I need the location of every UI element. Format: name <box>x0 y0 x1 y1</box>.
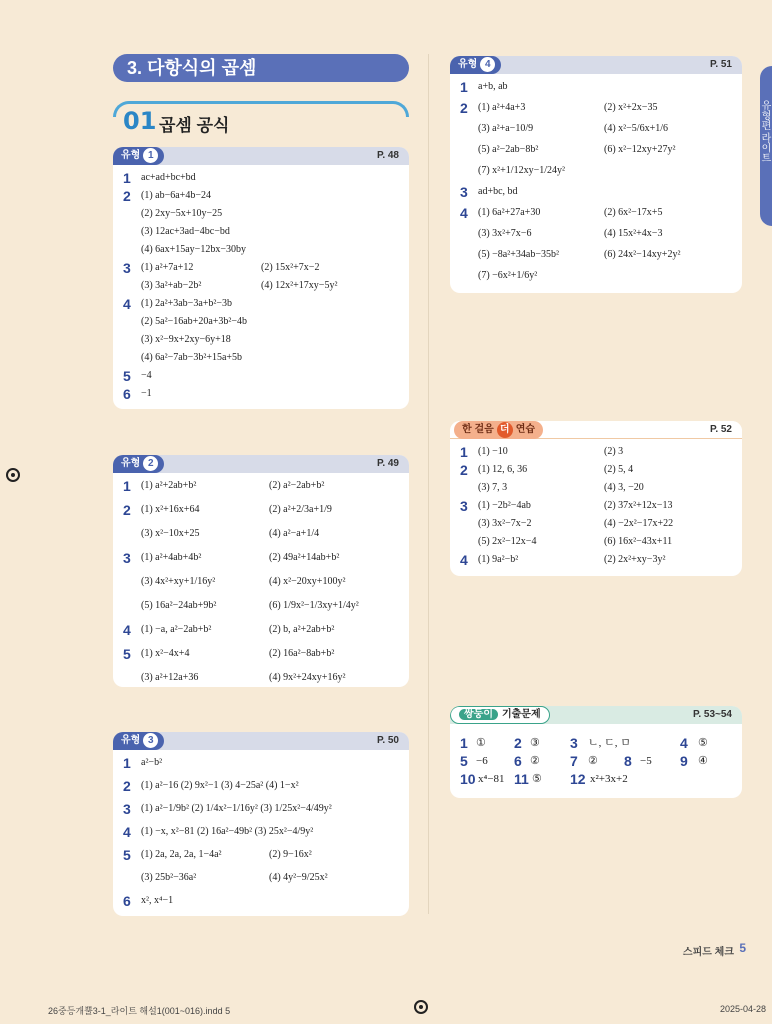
type-tag <box>113 732 164 750</box>
side-tab-label: 유형편 라이트 <box>759 100 770 163</box>
box-header <box>113 147 409 165</box>
problem-number: 6 <box>123 386 131 402</box>
page-ref: P. 51 <box>709 59 732 70</box>
answer-text: (1) a²+7a+12 <box>141 262 194 273</box>
box-header <box>113 455 409 473</box>
answer-box-type1 <box>113 147 409 409</box>
type-tag <box>113 455 164 473</box>
han-label: 한 걸음 <box>462 424 494 435</box>
answer-text: (6) 16x²−43x+11 <box>604 536 673 547</box>
answer-text: x⁴−81 <box>478 773 505 785</box>
answer-text: (4) x²−20xy+100y² <box>269 576 346 587</box>
type-number: 1 <box>143 148 158 163</box>
answer-text: −5 <box>640 755 652 767</box>
problem-number: 3 <box>460 184 468 200</box>
answer-text: (2) 2xy−5x+10y−25 <box>141 208 223 219</box>
section-header <box>113 101 409 137</box>
answer-text: (1) 2a, 2a, 2a, 1−4a² <box>141 849 222 860</box>
problem-number: 3 <box>460 498 468 514</box>
answer-text: (2) 9−16x² <box>269 849 312 860</box>
type-number: 4 <box>480 57 495 72</box>
type-number: 3 <box>143 733 158 748</box>
answer-text: (6) 1/9x²−1/3xy+1/4y² <box>269 600 359 611</box>
section-number: 01 <box>123 107 157 135</box>
answer-box-type4 <box>450 56 742 293</box>
answer-text: (3) 3x²−7x−2 <box>478 518 532 529</box>
section-arc <box>113 101 409 117</box>
answer-text: (2) a²−2ab+b² <box>269 480 325 491</box>
answer-text: ad+bc, bd <box>478 186 518 197</box>
answer-text: (4) 9x²+24xy+16y² <box>269 672 346 683</box>
type-label: 유형 <box>458 59 478 70</box>
problem-number: 2 <box>514 735 522 751</box>
problem-number: 12 <box>570 771 586 787</box>
answer-text: a+b, ab <box>478 81 508 92</box>
type-number: 2 <box>143 456 158 471</box>
problem-number: 3 <box>123 801 131 817</box>
answer-text: (1) ab−6a+4b−24 <box>141 190 211 201</box>
answer-text: (1) a²+2ab+b² <box>141 480 197 491</box>
answer-text: (4) a²−a+1/4 <box>269 528 320 539</box>
answer-text: ③ <box>530 737 540 749</box>
han-badge: 더 <box>497 422 513 438</box>
footer-label: 스피드 체크 <box>682 947 734 958</box>
answer-text: (2) x²+2x−35 <box>604 102 658 113</box>
box-header <box>450 706 742 724</box>
answer-text: (2) 5, 4 <box>604 464 634 475</box>
answer-text: (3) a²+a−10/9 <box>478 123 534 134</box>
problem-number: 1 <box>460 444 468 460</box>
problem-number: 2 <box>123 502 131 518</box>
answer-text: (2) 6x²−17x+5 <box>604 207 663 218</box>
problem-number: 4 <box>680 735 688 751</box>
answer-text: (5) 16a²−24ab+9b² <box>141 600 217 611</box>
answer-text: (2) 3 <box>604 446 624 457</box>
problem-number: 5 <box>460 753 468 769</box>
type-label: 유형 <box>121 458 141 469</box>
answer-text: (3) 12ac+3ad−4bc−bd <box>141 226 230 237</box>
answer-text: (4) 15x²+4x−3 <box>604 228 663 239</box>
answer-text: (3) 3a²+ab−2b² <box>141 280 202 291</box>
problem-number: 4 <box>123 622 131 638</box>
answer-text: ac+ad+bc+bd <box>141 172 196 183</box>
problem-number: 1 <box>460 735 468 751</box>
answer-text: (4) 3, −20 <box>604 482 644 493</box>
problem-number: 5 <box>123 368 131 384</box>
answer-text: (7) x²+1/12xy−1/24y² <box>478 165 565 176</box>
problem-number: 2 <box>123 188 131 204</box>
answer-text: ㄴ, ㄷ, ㅁ <box>588 737 631 749</box>
problem-number: 10 <box>460 771 476 787</box>
problem-number: 11 <box>514 771 529 787</box>
answer-text: (1) x²+16x+64 <box>141 504 200 515</box>
type-tag <box>450 56 501 74</box>
answer-text: (1) −x, x²−81 (2) 16a²−49b² (3) 25x²−4/9y² <box>141 826 314 837</box>
registration-mark-icon <box>6 468 20 482</box>
answer-text: (1) −2b²−4ab <box>478 500 531 511</box>
answer-text: a²−b² <box>141 757 163 768</box>
answer-box-han <box>450 421 742 576</box>
answer-text: ② <box>530 755 540 767</box>
answer-text: ② <box>588 755 598 767</box>
answer-box-twin <box>450 706 742 798</box>
answer-text: ④ <box>698 755 708 767</box>
problem-number: 6 <box>514 753 522 769</box>
answer-text: (2) 2x²+xy−3y² <box>604 554 666 565</box>
problem-number: 9 <box>680 753 688 769</box>
problem-number: 5 <box>123 646 131 662</box>
problem-number: 1 <box>460 79 468 95</box>
problem-number: 2 <box>123 778 131 794</box>
answer-text: (5) a²−2ab−8b² <box>478 144 539 155</box>
answer-text: ⑤ <box>532 773 542 785</box>
answer-text: (1) −a, a²−2ab+b² <box>141 624 212 635</box>
answer-text: (1) a²−1/9b² (2) 1/4x²−1/16y² (3) 1/25x²−4/49y² <box>141 803 332 814</box>
type-tag <box>113 147 164 165</box>
answer-text: (3) 3x²+7x−6 <box>478 228 532 239</box>
han-label-2: 연습 <box>515 424 536 435</box>
answer-text: (1) 9a²−b² <box>478 554 519 565</box>
answer-text: (2) 49a²+14ab+b² <box>269 552 340 563</box>
problem-number: 2 <box>460 462 468 478</box>
answer-text: (3) 25b²−36a² <box>141 872 197 883</box>
problem-number: 7 <box>570 753 578 769</box>
footer-file: 26중등개뿔3-1_라이트 해설1(001~016).indd 5 <box>48 1006 231 1016</box>
answer-text: (4) 6a²−7ab−3b²+15a+5b <box>141 352 243 363</box>
column-divider <box>428 54 429 914</box>
problem-number: 4 <box>123 296 131 312</box>
answer-text: (4) 12x²+17xy−5y² <box>261 280 338 291</box>
answer-text: (3) a²+12a+36 <box>141 672 199 683</box>
answer-text: −1 <box>141 388 152 399</box>
box-header <box>113 732 409 750</box>
answer-text: (4) 6ax+15ay−12bx−30by <box>141 244 246 255</box>
answer-text: (2) 15x²+7x−2 <box>261 262 320 273</box>
page-number: 5 <box>739 941 746 955</box>
problem-number: 1 <box>123 478 131 494</box>
answer-text: (2) a²+2/3a+1/9 <box>269 504 332 515</box>
answer-text: (5) −8a²+34ab−35b² <box>478 249 559 260</box>
answer-text: (3) x²−10x+25 <box>141 528 200 539</box>
answer-text: (1) a²+4ab+4b² <box>141 552 202 563</box>
answer-text: x²+3x+2 <box>590 773 628 785</box>
answer-text: (1) a²−16 (2) 9x²−1 (3) 4−25a² (4) 1−x² <box>141 780 299 791</box>
twin-label: 기출문제 <box>501 709 541 720</box>
answer-text: (3) 7, 3 <box>478 482 508 493</box>
problem-number: 4 <box>460 205 468 221</box>
answer-text: ① <box>476 737 486 749</box>
answer-text: ⑤ <box>698 737 708 749</box>
answer-text: (1) a²+4a+3 <box>478 102 526 113</box>
problem-number: 4 <box>460 552 468 568</box>
problem-number: 8 <box>624 753 632 769</box>
answer-text: (1) x²−4x+4 <box>141 648 190 659</box>
problem-number: 2 <box>460 100 468 116</box>
box-header <box>450 421 742 439</box>
page-ref: P. 48 <box>376 150 399 161</box>
twin-tag <box>450 706 550 724</box>
answer-text: (4) x²−5/6x+1/6 <box>604 123 668 134</box>
han-tag <box>454 421 543 439</box>
answer-text: (2) 37x²+12x−13 <box>604 500 673 511</box>
problem-number: 3 <box>123 550 131 566</box>
answer-text: (1) −10 <box>478 446 508 457</box>
answer-text: (2) 5a²−16ab+20a+3b²−4b <box>141 316 248 327</box>
answer-text: (4) −2x²−17x+22 <box>604 518 674 529</box>
type-label: 유형 <box>121 150 141 161</box>
page-ref: P. 53~54 <box>692 709 732 720</box>
twin-badge: 쌍둥이 <box>459 709 498 720</box>
problem-number: 4 <box>123 824 131 840</box>
problem-number: 1 <box>123 170 131 186</box>
answer-text: (4) 4y²−9/25x² <box>269 872 328 883</box>
answer-text: (1) 6a²+27a+30 <box>478 207 541 218</box>
page-ref: P. 49 <box>376 458 399 469</box>
registration-mark-icon <box>414 1000 428 1014</box>
answer-box-type3 <box>113 732 409 916</box>
answer-text: (3) 4x²+xy+1/16y² <box>141 576 216 587</box>
answer-text: (1) 2a²+3ab−3a+b²−3b <box>141 298 233 309</box>
problem-number: 1 <box>123 755 131 771</box>
answer-text: (2) 16a²−8ab+b² <box>269 648 335 659</box>
problem-number: 6 <box>123 893 131 909</box>
answer-text: (5) 2x²−12x−4 <box>478 536 537 547</box>
section-title: 곱셈 공식 <box>159 116 230 135</box>
page-ref: P. 52 <box>709 424 732 435</box>
answer-text: −6 <box>476 755 488 767</box>
answer-text: (3) x²−9x+2xy−6y+18 <box>141 334 231 345</box>
answer-text: (2) b, a²+2ab+b² <box>269 624 335 635</box>
problem-number: 3 <box>123 260 131 276</box>
answer-text: (1) 12, 6, 36 <box>478 464 528 475</box>
answer-text: x², x⁴−1 <box>141 895 174 906</box>
box-header <box>450 56 742 74</box>
page-ref: P. 50 <box>376 735 399 746</box>
answer-text: (6) x²−12xy+27y² <box>604 144 676 155</box>
answer-text: (7) −6x²+1/6y² <box>478 270 538 281</box>
answer-box-type2 <box>113 455 409 687</box>
problem-number: 3 <box>570 735 578 751</box>
type-label: 유형 <box>121 735 141 746</box>
problem-number: 5 <box>123 847 131 863</box>
chapter-title: 3. 다항식의 곱셈 <box>113 54 409 82</box>
answer-text: (6) 24x²−14xy+2y² <box>604 249 681 260</box>
answer-text: −4 <box>141 370 152 381</box>
footer-date: 2025-04-28 <box>719 1004 766 1014</box>
